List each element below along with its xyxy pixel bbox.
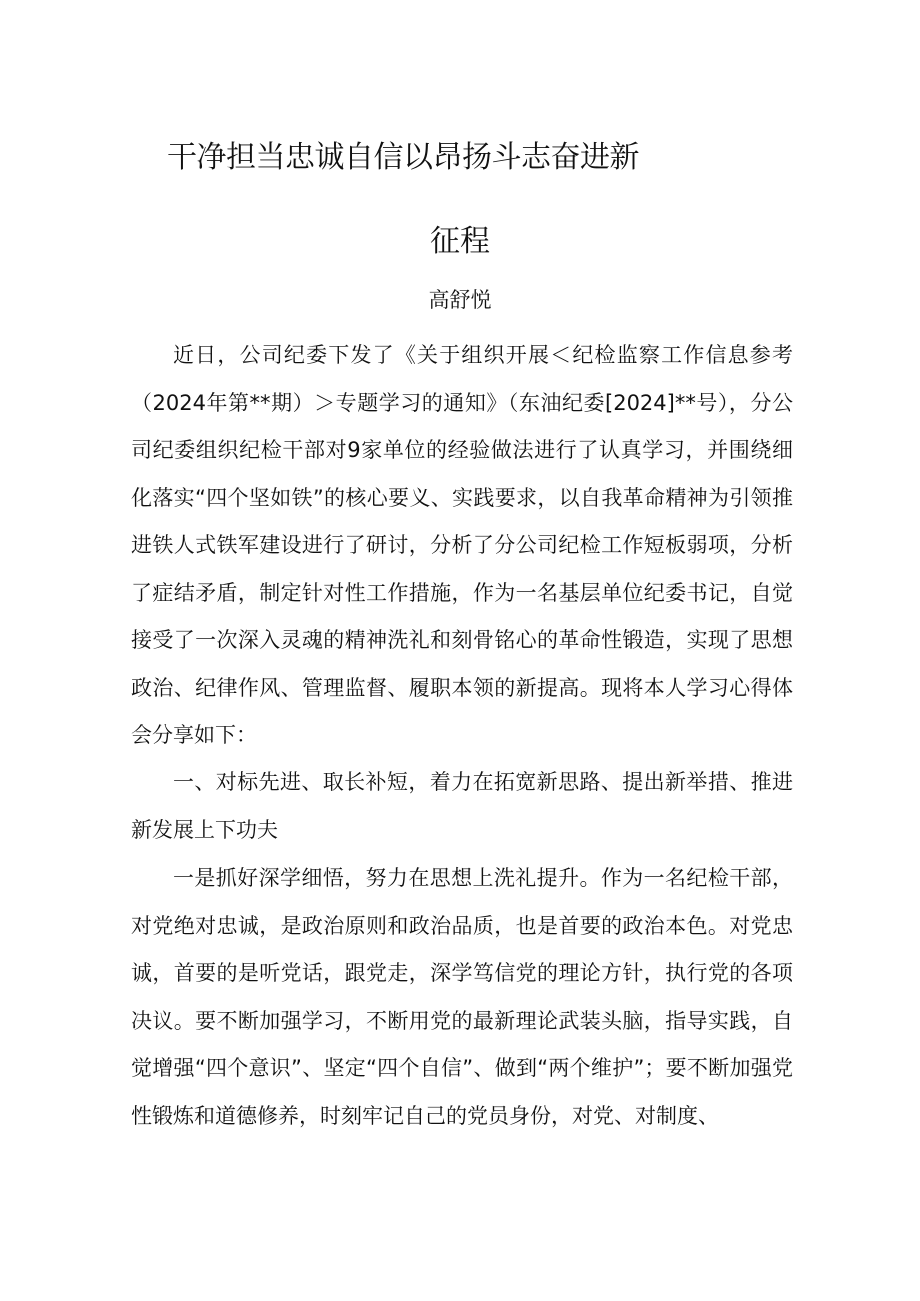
document-title-line-1: 干净担当忠诚自信以昂扬斗志奋进新 [167, 140, 639, 175]
author-name: 高舒悦 [428, 288, 492, 312]
paragraph-intro: 近日，公司纪委下发了《关于组织开展＜纪检监察工作信息参考（2024年第**期）＞专题学习的通知》（东油纪委[2024]**号），分公司纪委组织纪检干部对9家单位的经验做法进行了认真学习，并围绕细化落实“四个坚如铁”的核心要义、实践要求，以自我革命精神为引领推进铁人式铁军建设进行了研讨，分析了分公司纪检工作短板弱项，分析了症结矛盾，制定针对性工作措施，作为一名基层单位纪委书记，自觉接受了一次深入灵魂的精神洗礼和刻骨铭心的革命性锻造，实现了思想政治、纪律作风、管理监督、履职本领的新提高。现将本人学习心得体会分享如下： [131, 343, 793, 747]
section-heading-1: 一、对标先进、取长补短，着力在拓宽新思路、提出新举措、推进新发展上下功夫 [131, 770, 793, 842]
paragraph-point-1: 一是抓好深学细悟，努力在思想上洗礼提升。作为一名纪检干部，对党绝对忠诚，是政治原则和政治品质，也是首要的政治本色。对党忠诚，首要的是听党话，跟党走，深学笃信党的理论方针，执行党的各项决议。要不断加强学习，不断用党的最新理论武装头脑，指导实践，自觉增强“四个意识”、坚定“四个自信”、做到“两个维护”；要不断加强党性锻炼和道德修养，时刻牢记自己的党员身份，对党、对制度、 [131, 866, 793, 1128]
document-title-line-2: 征程 [430, 224, 490, 259]
